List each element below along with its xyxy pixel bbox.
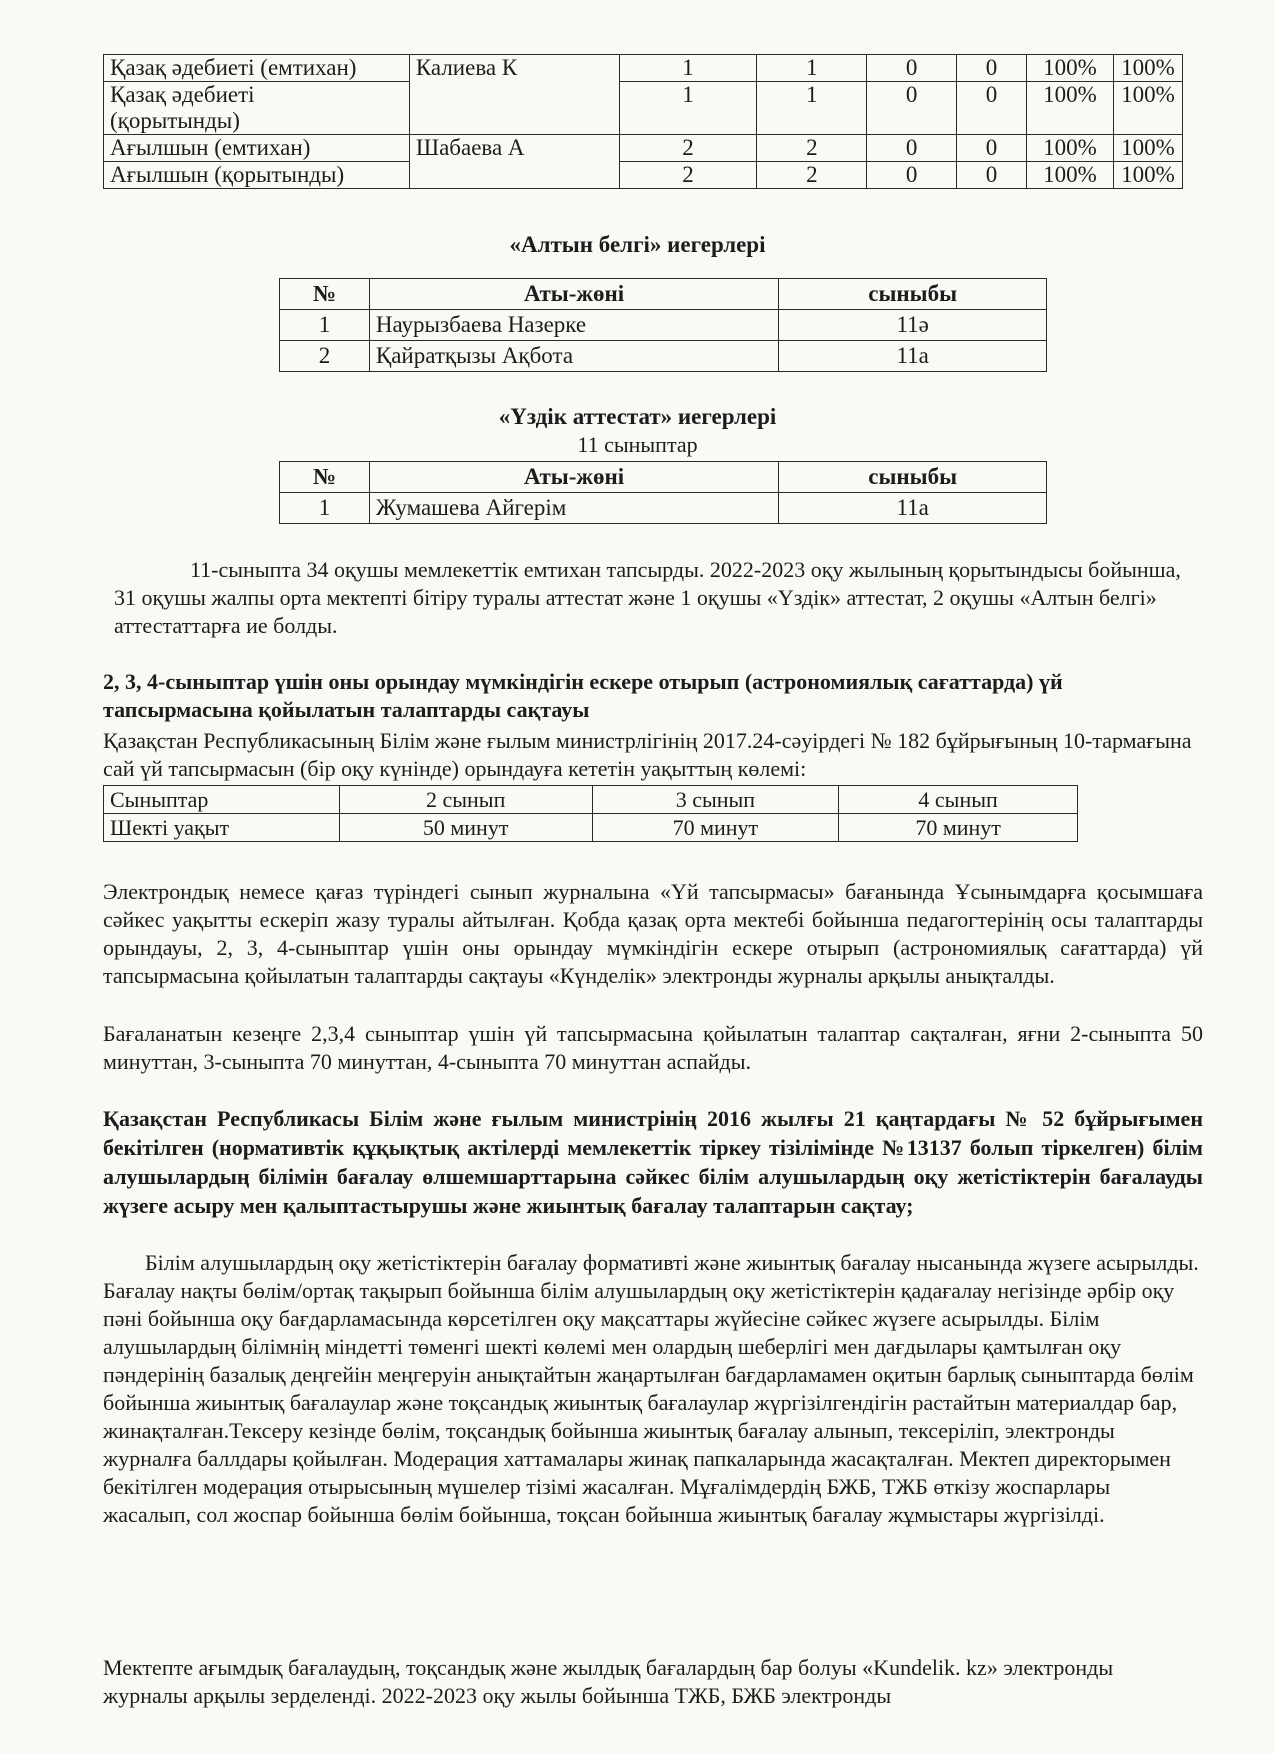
results-table — [103, 54, 1183, 189]
value-cell: 50 минут — [339, 814, 592, 842]
table-row — [280, 341, 1047, 372]
class-cell: 11а — [779, 493, 1047, 524]
subject-cell: Қазақ әдебиеті (қорытынды) — [104, 82, 410, 135]
percent-cell: 100% — [1027, 55, 1114, 82]
header-num: № — [280, 462, 370, 493]
homework-paragraph-1: Электрондық немесе қағаз түріндегі сынып журналына «Үй тапсырмасы» бағанында Ұсынымдарға қосымшаға сәйкес уақытты ескеріп жазу туралы айтылған. Қобда қазақ орта мектебі бойынша педагогтерінің осы талаптарды орындауы, 2, 3, 4-сыныптар үшін оны орындау мүмкіндігін ескере отырып (астрономиялық сағаттарда) үй тапсырмасына қойылатын талаптарды сақтауы «Күнделік» электронды журналы арқылы анықталды. — [103, 879, 1203, 988]
value-cell: 70 минут — [592, 814, 839, 842]
teacher-cell: Калиева К — [409, 55, 619, 82]
value-cell: 1 — [757, 55, 867, 82]
value-cell: 2 — [619, 162, 757, 189]
value-cell: 0 — [957, 162, 1027, 189]
value-cell: 2 — [619, 135, 757, 162]
table-row — [104, 135, 1183, 162]
value-cell: 70 минут — [839, 814, 1078, 842]
teacher-cell — [409, 162, 619, 189]
table-row — [104, 55, 1183, 82]
subject-cell: Ағылшын (қорытынды) — [104, 162, 410, 189]
teacher-cell — [409, 82, 619, 135]
label-cell: Шекті уақыт — [104, 814, 340, 842]
table-row — [104, 162, 1183, 189]
table-row — [104, 786, 1078, 814]
percent-cell: 100% — [1113, 82, 1182, 135]
value-cell: 0 — [867, 55, 957, 82]
class-cell: 11ә — [779, 310, 1047, 341]
value-cell: 0 — [867, 82, 957, 135]
excellent-subtitle: 11 сыныптар — [577, 432, 698, 457]
subject-cell: Ағылшын (емтихан) — [104, 135, 410, 162]
header-name: Аты-жөні — [369, 462, 778, 493]
class-cell: 11а — [779, 341, 1047, 372]
value-cell: 2 — [757, 162, 867, 189]
assessment-heading: Қазақстан Республикасы Білім және ғылым министрінің 2016 жылғы 21 қаңтардағы № 52 бұйрығымен бекітілген (нормативтік құқықтық актілерді мемлекеттік тіркеу тізілімінде №13137 болып тіркелген) білім алушылардың білімін бағалау өлшемшарттарына сәйкес білім алушылардың оқу жетістіктерін бағалауды жүзеге асыру мен қалыптастырушы және жиынтық бағалау талаптарын сақтау; — [103, 1106, 1203, 1218]
teacher-cell: Шабаева А — [409, 135, 619, 162]
percent-cell: 100% — [1113, 135, 1182, 162]
value-cell: 2 сынып — [339, 786, 592, 814]
table-row — [280, 493, 1047, 524]
table-row — [104, 814, 1078, 842]
value-cell: 1 — [757, 82, 867, 135]
homework-paragraph-2: Бағаланатын кезеңге 2,3,4 сыныптар үшін үй тапсырмасына қойылатын талаптар сақталған, яғни 2-сыныпта 50 минуттан, 3-сыныпта 70 минуттан, 4-сыныпта 70 минуттан аспайды. — [103, 1021, 1203, 1074]
value-cell: 1 — [619, 55, 757, 82]
header-class: сыныбы — [779, 462, 1047, 493]
name-cell: Қайратқызы Ақбота — [369, 341, 778, 372]
num-cell: 2 — [280, 341, 370, 372]
value-cell: 0 — [957, 55, 1027, 82]
value-cell: 0 — [957, 82, 1027, 135]
percent-cell: 100% — [1113, 55, 1182, 82]
homework-heading: 2, 3, 4-сыныптар үшін оны орындау мүмкіндігін ескере отырып (астрономиялық сағаттарда) үй тапсырмасына қойылатын талаптарды сақтауы — [103, 669, 1063, 722]
name-cell: Жумашева Айгерім — [369, 493, 778, 524]
excellent-table — [279, 461, 1047, 524]
header-num: № — [280, 279, 370, 310]
table-row — [280, 310, 1047, 341]
homework-table — [103, 785, 1078, 842]
homework-intro: Қазақстан Республикасының Білім және ғылым министрлігінің 2017.24-сәуірдегі № 182 бұйрығының 10-тармағына сай үй тапсырмасын (бір оқу күнінде) орындауға кететін уақыттың көлемі: — [103, 728, 1192, 781]
table-row — [104, 82, 1183, 135]
percent-cell: 100% — [1027, 135, 1114, 162]
value-cell: 0 — [867, 162, 957, 189]
header-name: Аты-жөні — [369, 279, 778, 310]
excellent-title: «Үздік аттестат» иегерлері — [498, 404, 777, 429]
value-cell: 4 сынып — [839, 786, 1078, 814]
table-header-row — [280, 462, 1047, 493]
value-cell: 0 — [957, 135, 1027, 162]
value-cell: 1 — [619, 82, 757, 135]
subject-cell: Қазақ әдебиеті (емтихан) — [104, 55, 410, 82]
value-cell: 2 — [757, 135, 867, 162]
num-cell: 1 — [280, 310, 370, 341]
assessment-paragraph-2: Мектепте ағымдық бағалаудың, тоқсандық және жылдық бағалардың бар болуы «Kundelik. kz» электронды журналы арқылы зерделенді. 2022-2023 оқу жылы бойынша ТЖБ, БЖБ электронды — [103, 1655, 1114, 1708]
percent-cell: 100% — [1027, 162, 1114, 189]
gold-table — [279, 278, 1047, 372]
name-cell: Наурызбаева Назерке — [369, 310, 778, 341]
gold-title: «Алтын белгі» иегерлері — [509, 232, 766, 257]
header-class: сыныбы — [779, 279, 1047, 310]
percent-cell: 100% — [1113, 162, 1182, 189]
value-cell: 0 — [867, 135, 957, 162]
percent-cell: 100% — [1027, 82, 1114, 135]
label-cell: Сыныптар — [104, 786, 340, 814]
value-cell: 3 сынып — [592, 786, 839, 814]
summary-paragraph: 11-сыныпта 34 оқушы мемлекеттік емтихан тапсырды. 2022-2023 оқу жылының қорытындысы бойынша, 31 оқушы жалпы орта мектепті бітіру туралы аттестат және 1 оқушы «Үздік» аттестат, 2 оқушы «Алтын белгі» аттестаттарға ие болды. — [114, 557, 1181, 638]
num-cell: 1 — [280, 493, 370, 524]
table-header-row — [280, 279, 1047, 310]
assessment-paragraph-1: Білім алушылардың оқу жетістіктерін бағалау формативті және жиынтық бағалау нысанында жүзеге асырылды. Бағалау нақты бөлім/ортақ тақырып бойынша білім алушылардың оқу жетістіктерін қадағалау негізінде әрбір оқу пәні бойынша оқу бағдарламасында көрсетілген оқу мақсаттары жүйесіне сәйкес жүзеге асырылды. Білім алушылардың білімнің міндетті төменгі шекті көлемі мен олардың шеберлігі мен дағдылары қамтылған оқу пәндерінің базалық деңгейін меңгеруін анықтайтын жаңартылған бағдарламамен оқитын барлық сыныптарда бөлім бойынша жиынтық бағалаулар және тоқсандық жиынтық бағалаулар жүргізілгендігін растайтын материалдар бар, жинақталған.Тексеру кезінде бөлім, тоқсандық бойынша жиынтық бағалау алынып, тексеріліп, электронды журналға баллдары қойылған. Модерация хаттамалары жинақ папкаларында жасақталған. Мектеп директорымен бекітілген модерация отырысының мүшелер тізімі жасалған. Мұғалімдердің БЖБ, ТЖБ өткізу жоспарлары жасалып, сол жоспар бойынша бөлім бойынша, тоқсан бойынша жиынтық бағалау жұмыстары жүргізілді. — [103, 1250, 1199, 1527]
